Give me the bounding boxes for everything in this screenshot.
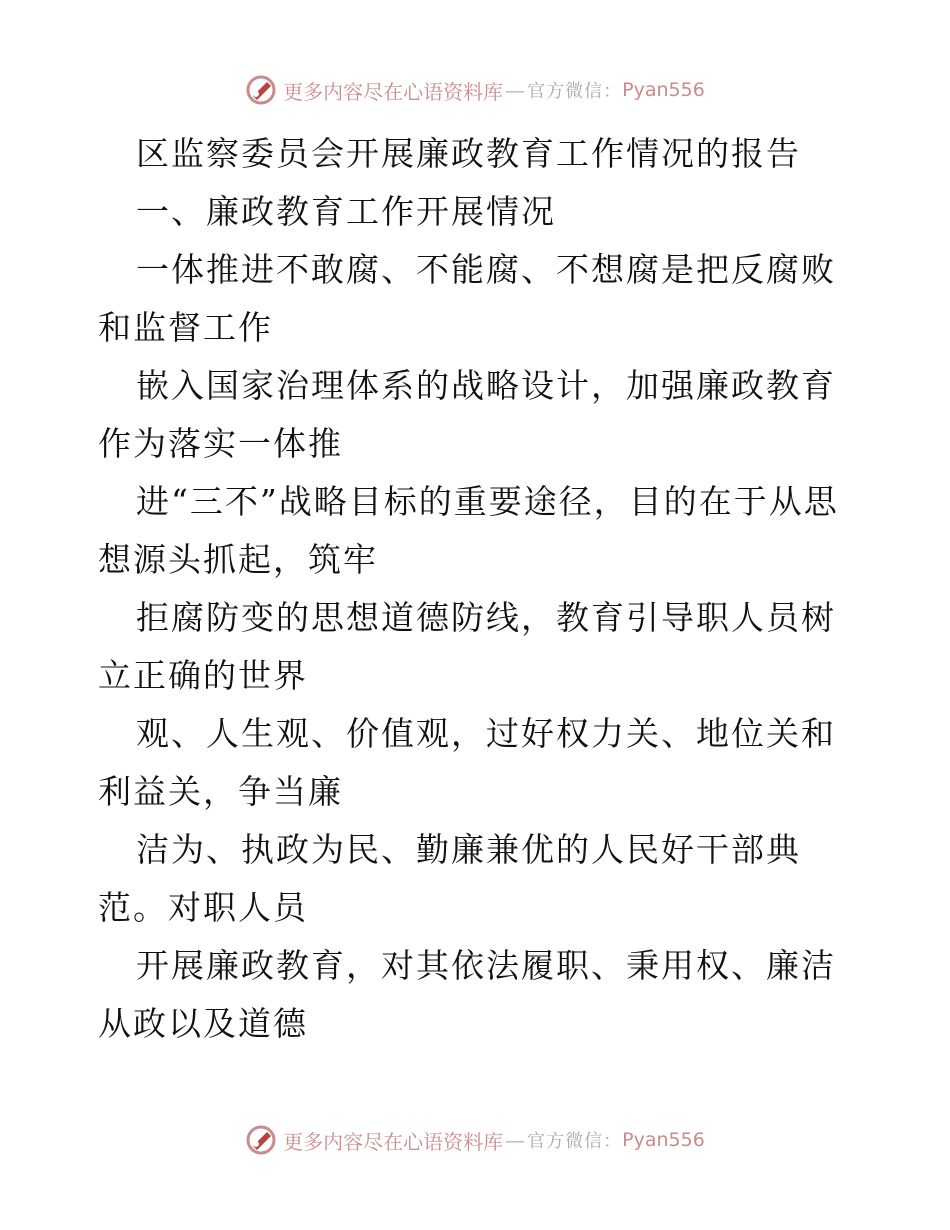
watermark-separator: —	[505, 78, 526, 102]
logo-icon	[245, 1124, 277, 1156]
section-heading: 一、廉政教育工作开展情况	[136, 192, 556, 231]
watermark-text: 更多内容尽在心语资料库	[283, 79, 504, 104]
document-title: 区监察委员会开展廉政教育工作情况的报告	[136, 134, 801, 173]
watermark-wechat-id: Pyan556	[622, 79, 705, 101]
paragraph: 观、人生观、价值观，过好权力关、地位关和利益关，争当廉	[98, 714, 836, 811]
header-watermark	[0, 70, 950, 110]
paragraph: 洁为、执政为民、勤廉兼优的人民好干部典范。对职人员	[98, 830, 801, 927]
paragraph: 拒腐防变的思想道德防线，教育引导职人员树立正确的世界	[98, 598, 836, 695]
logo-icon	[245, 74, 277, 106]
watermark-separator: —	[505, 1128, 526, 1152]
footer-watermark	[0, 1120, 950, 1160]
watermark-text: 更多内容尽在心语资料库	[283, 1129, 504, 1154]
watermark-wechat-label: 官方微信：	[527, 1131, 623, 1152]
paragraph: 一体推进不敢腐、不能腐、不想腐是把反腐败和监督工作	[98, 250, 836, 347]
paragraph: 进“三不”战略目标的重要途径，目的在于从思想源头抓起，筑牢	[98, 482, 839, 579]
watermark-wechat-id: Pyan556	[622, 1129, 705, 1151]
watermark-wechat-label: 官方微信：	[527, 81, 623, 102]
paragraph: 开展廉政教育，对其依法履职、秉用权、廉洁从政以及道德	[98, 946, 836, 1043]
document-body	[98, 125, 858, 1053]
paragraph: 嵌入国家治理体系的战略设计，加强廉政教育作为落实一体推	[98, 366, 836, 463]
